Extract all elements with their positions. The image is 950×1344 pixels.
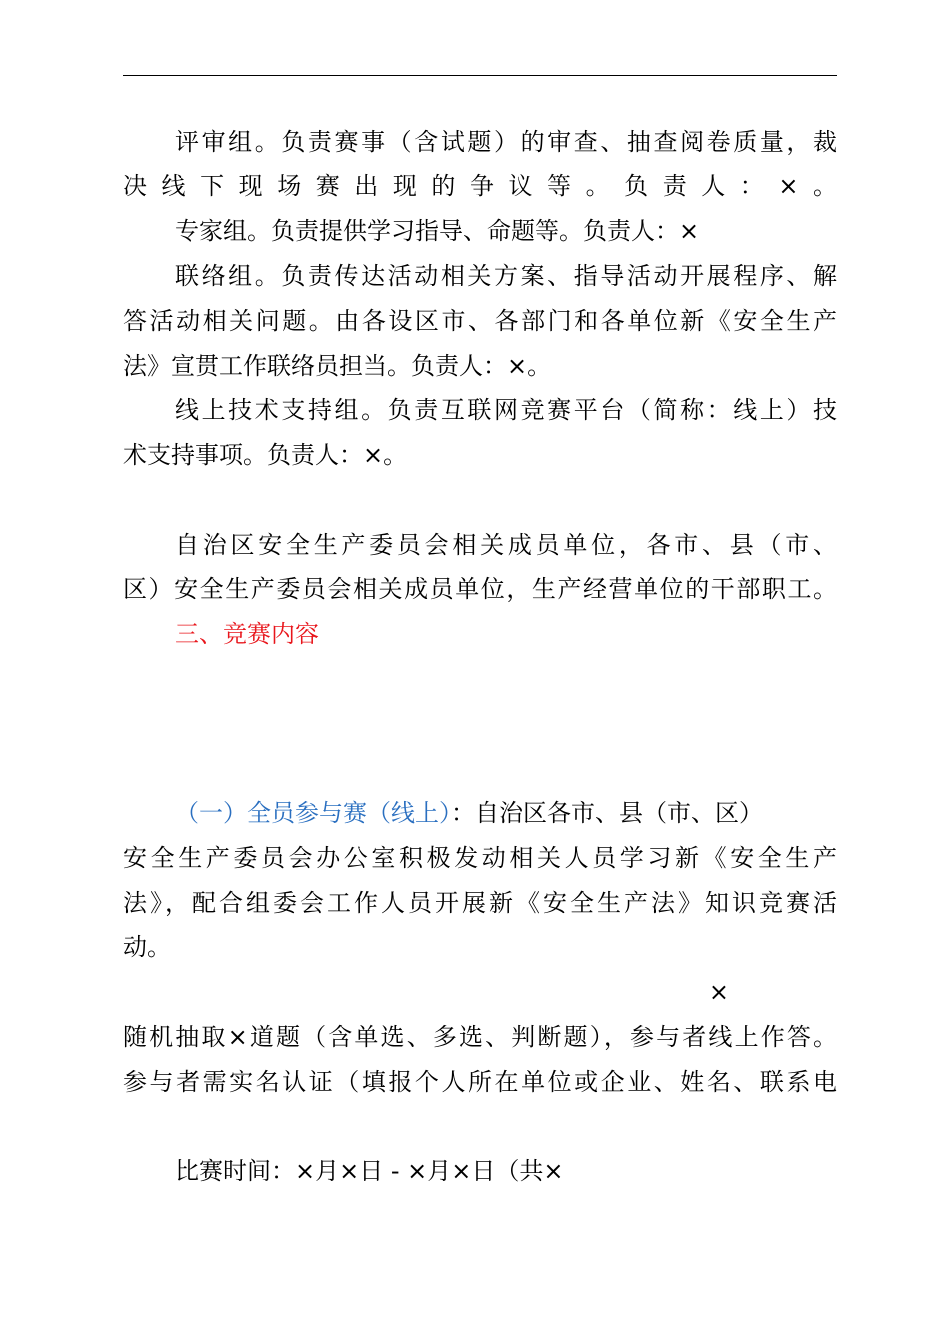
section-heading: 三、竞赛内容 xyxy=(175,620,319,648)
paragraph-line xyxy=(123,702,837,746)
paragraph-line: 区）安全生产委员会相关成员单位，生产经营单位的干部职工。 xyxy=(123,575,837,603)
paragraph-line: × xyxy=(708,978,729,1006)
subheading: （一）全员参与赛（线上） xyxy=(175,799,451,827)
paragraph-line: 答活动相关问题。由各设区市、各部门和各单位新《安全生产 xyxy=(123,307,837,335)
paragraph-line: 参与者需实名认证（填报个人所在单位或企业、姓名、联系电 xyxy=(123,1068,837,1096)
paragraph-line: 专家组。负责提供学习指导、命题等。负责人：× xyxy=(175,217,700,245)
paragraph-line xyxy=(123,791,837,835)
paragraph-line: 评审组。负责赛事（含试题）的审查、抽查阅卷质量，裁 xyxy=(175,128,837,156)
paragraph-line: 术支持事项。负责人：×。 xyxy=(123,441,408,469)
section-heading xyxy=(123,746,837,790)
paragraph-line: 比赛时间：×月×日 - ×月×日（共× xyxy=(175,1157,564,1185)
paragraph-line: 法》宣贯工作联络员担当。负责人：×。 xyxy=(123,352,552,380)
paragraph-line: 决线下现场赛出现的争议等。负责人：×。 xyxy=(123,172,837,200)
section-heading xyxy=(123,478,837,522)
paragraph-line: 随机抽取×道题（含单选、多选、判断题），参与者线上作答。 xyxy=(123,1023,837,1051)
paragraph-line xyxy=(123,657,837,701)
paragraph-text: ：自治区各市、县（市、区） xyxy=(451,799,763,827)
paragraph-line: 动。 xyxy=(123,933,171,961)
paragraph-line: 法》，配合组委会工作人员开展新《安全生产法》知识竞赛活 xyxy=(123,889,837,917)
paragraph-line: 线上技术支持组。负责互联网竞赛平台（简称：线上）技 xyxy=(175,396,837,424)
paragraph-line: 安全生产委员会办公室积极发动相关人员学习新《安全生产 xyxy=(123,844,837,872)
header-rule xyxy=(123,75,837,76)
paragraph-line: 自治区安全生产委员会相关成员单位，各市、县（市、 xyxy=(175,531,837,559)
paragraph-line xyxy=(123,1104,837,1148)
paragraph-line: 联络组。负责传达活动相关方案、指导活动开展程序、解 xyxy=(175,262,837,290)
